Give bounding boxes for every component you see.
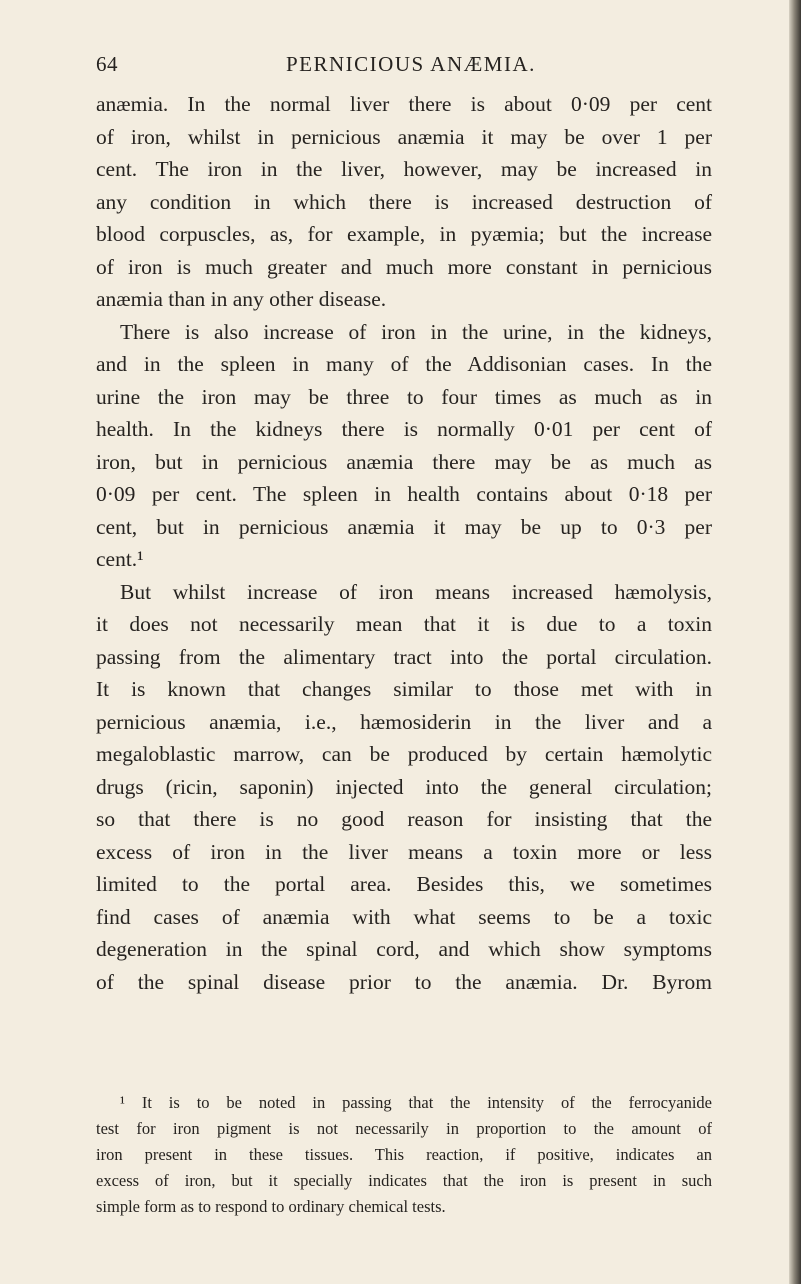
text-line: of iron is much greater and much more constant in pernicious <box>96 254 712 279</box>
page-edge-shadow <box>789 0 801 1284</box>
body-text <box>96 88 712 998</box>
text-line: There is also increase of iron in the urine, in the kidneys, <box>120 319 712 344</box>
text-line: It is known that changes similar to those met with in <box>96 677 712 701</box>
page-number: 64 <box>96 52 118 76</box>
text-line: find cases of anæmia with what seems to be a toxic <box>96 904 712 929</box>
text-line: anæmia. In the normal liver there is about 0·09 per cent <box>96 92 712 116</box>
footnote-line: excess of iron, but it specially indicates that the iron is present in such <box>96 1171 712 1190</box>
footnote-line: test for iron pigment is not necessarily in proportion to the amount of <box>96 1119 712 1138</box>
text-line: limited to the portal area. Besides this, we sometimes <box>96 872 712 896</box>
text-line: blood corpuscles, as, for example, in pyæmia; but the increase <box>96 222 712 246</box>
text-line: pernicious anæmia, i.e., hæmosiderin in the liver and a <box>96 709 712 734</box>
text-line: iron, but in pernicious anæmia there may be as much as <box>96 449 712 474</box>
text-line: it does not necessarily mean that it is due to a toxin <box>96 612 712 636</box>
text-line: megaloblastic marrow, can be produced by certain hæmolytic <box>96 742 712 766</box>
text-line: passing from the alimentary tract into the portal circulation. <box>96 644 712 669</box>
text-line: cent. The iron in the liver, however, may be increased in <box>96 157 712 181</box>
text-line: cent, but in pernicious anæmia it may be up to 0·3 per <box>96 514 712 539</box>
text-line: of the spinal disease prior to the anæmia. Dr. Byrom <box>96 969 712 994</box>
text-line: excess of iron in the liver means a toxin more or less <box>96 839 712 864</box>
text-line: and in the spleen in many of the Addisonian cases. In the <box>96 352 712 376</box>
text-line: health. In the kidneys there is normally 0·01 per cent of <box>96 417 712 441</box>
footnote-line: ¹ It is to be noted in passing that the intensity of the ferrocyanide <box>120 1093 712 1112</box>
footnote <box>96 1090 712 1220</box>
text-line: But whilst increase of iron means increased hæmolysis, <box>120 579 712 604</box>
text-line: anæmia than in any other disease. <box>96 287 387 311</box>
text-line: degeneration in the spinal cord, and which show symptoms <box>96 937 712 961</box>
footnote-line: iron present in these tissues. This reaction, if positive, indicates an <box>96 1145 712 1164</box>
running-title: PERNICIOUS ANÆMIA. <box>286 52 536 76</box>
text-line: cent.¹ <box>96 547 144 571</box>
text-line: any condition in which there is increased destruction of <box>96 189 712 214</box>
text-line: so that there is no good reason for insisting that the <box>96 807 712 831</box>
page-header <box>96 52 712 82</box>
text-line: drugs (ricin, saponin) injected into the general circulation; <box>96 774 712 799</box>
text-line: of iron, whilst in pernicious anæmia it may be over 1 per <box>96 124 712 149</box>
text-line: 0·09 per cent. The spleen in health contains about 0·18 per <box>96 482 712 506</box>
footnote-line: simple form as to respond to ordinary chemical tests. <box>96 1197 446 1216</box>
text-line: urine the iron may be three to four times as much as in <box>96 384 712 409</box>
